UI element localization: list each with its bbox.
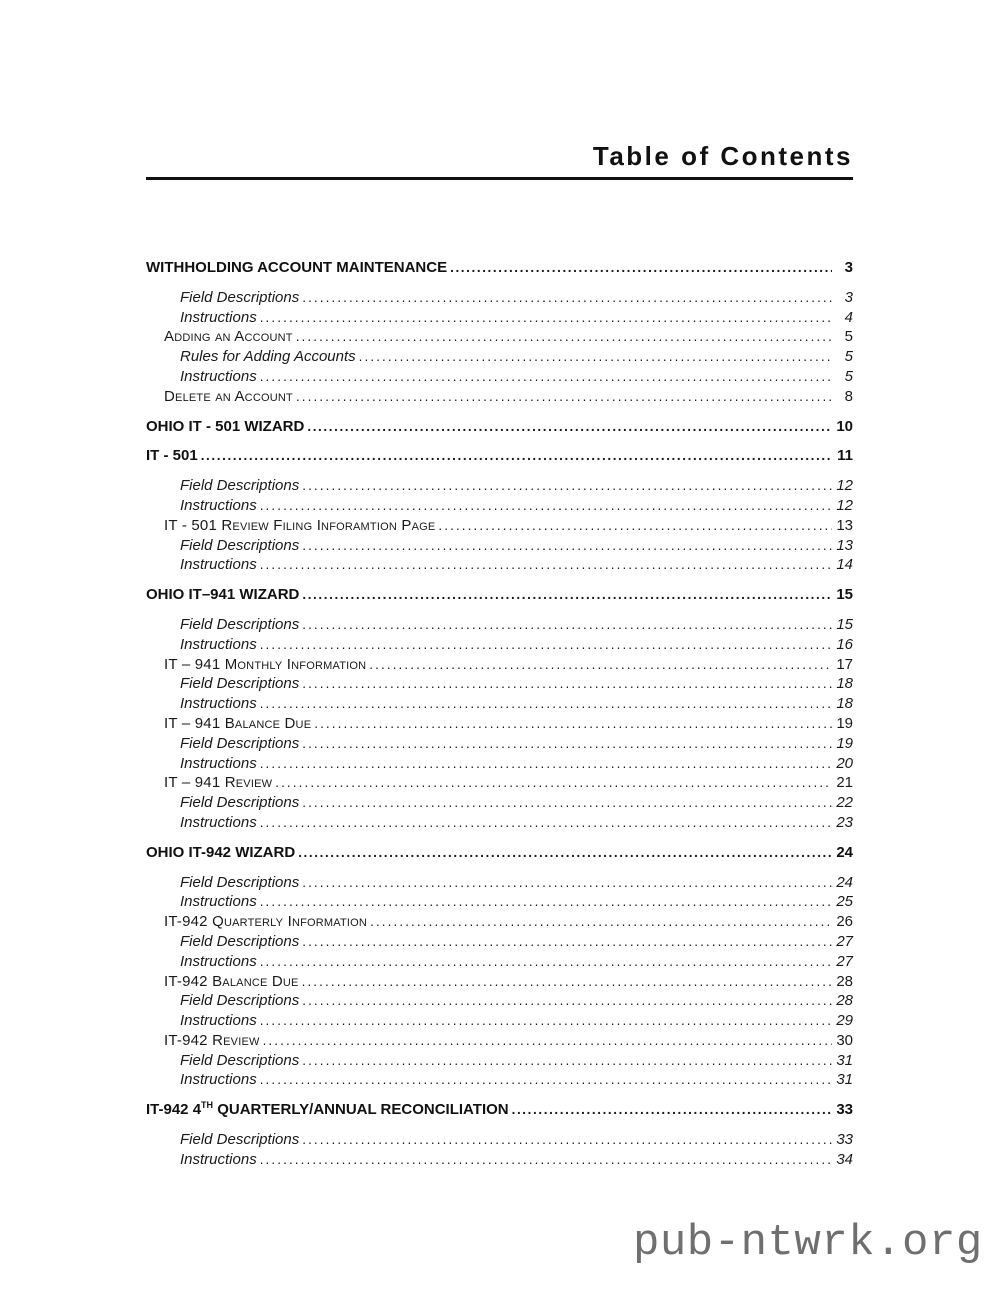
toc-entry-page: 11 [837, 447, 853, 465]
toc-entry[interactable] [146, 615, 853, 635]
toc-entry-label: Field Descriptions [180, 794, 300, 812]
dot-leader [359, 347, 832, 367]
dot-leader [302, 1130, 832, 1150]
toc-entry-page: 13 [836, 516, 853, 534]
toc-entry-page: 3 [844, 259, 853, 276]
dot-leader [302, 476, 832, 496]
toc-entry-label: Instructions [180, 1012, 257, 1030]
dot-leader [438, 516, 832, 536]
toc-entry-label: OHIO IT-942 WIZARD [146, 843, 296, 861]
toc-entry-label: Instructions [180, 1071, 257, 1089]
dot-leader [302, 585, 832, 605]
toc-entry-label: IT-942 Review [164, 1031, 260, 1049]
dot-leader [314, 714, 832, 734]
dot-leader [260, 1070, 832, 1090]
toc-entry-page: 13 [836, 536, 853, 554]
toc-entry[interactable] [146, 555, 853, 575]
toc-entry-page: 17 [836, 655, 853, 673]
toc-entry[interactable] [146, 1100, 853, 1120]
toc-entry-page: 3 [844, 288, 853, 306]
toc-entry[interactable] [146, 873, 853, 893]
toc-entry[interactable] [146, 258, 853, 278]
toc-entry-label: IT – 941 Balance Due [164, 714, 312, 732]
toc-entry-page: 8 [844, 387, 853, 405]
dot-leader [302, 793, 832, 813]
toc-entry[interactable] [146, 734, 853, 754]
toc-entry-label: Instructions [180, 1150, 257, 1168]
dot-leader [370, 912, 832, 932]
toc-entry[interactable] [146, 635, 853, 655]
toc-entry-label: Instructions [180, 754, 257, 772]
dot-leader [260, 1011, 832, 1031]
toc-entry-label: IT – 941 Monthly Information [164, 655, 367, 673]
toc-entry-label: Field Descriptions [180, 1051, 300, 1069]
toc-entry[interactable] [146, 1051, 853, 1071]
toc-entry-label: Instructions [180, 893, 257, 911]
dot-leader [260, 694, 832, 714]
toc-entry-page: 31 [836, 1051, 853, 1069]
toc-entry-label: IT-942 Quarterly Information [164, 913, 368, 931]
dot-leader [260, 754, 832, 774]
toc-entry[interactable] [146, 1150, 853, 1170]
toc-entry[interactable] [146, 387, 853, 407]
toc-entry-page: 20 [836, 754, 853, 772]
toc-entry-label: Delete an Account [164, 387, 293, 405]
toc-entry-label: Rules for Adding Accounts [180, 348, 356, 366]
toc-entry-page: 18 [836, 695, 853, 713]
toc-entry-page: 30 [836, 1031, 853, 1049]
toc-entry-page: 21 [836, 774, 853, 792]
dot-leader [296, 387, 832, 407]
toc-entry-label: Field Descriptions [180, 288, 300, 306]
toc-entry-label: Instructions [180, 813, 257, 831]
toc-entry[interactable] [146, 714, 853, 734]
toc-entry-label: Instructions [180, 635, 257, 653]
dot-leader [263, 1031, 832, 1051]
page-header [146, 143, 853, 180]
toc-entry-label: OHIO IT - 501 WIZARD [146, 417, 305, 435]
toc-entry-page: 34 [836, 1150, 853, 1168]
toc-entry-page: 29 [836, 1012, 853, 1030]
dot-leader [450, 258, 832, 278]
toc-entry-label: IT – 941 Review [164, 774, 273, 792]
toc-entry[interactable] [146, 892, 853, 912]
toc-entry-page: 5 [844, 367, 853, 385]
dot-leader [260, 892, 832, 912]
toc-entry-page: 5 [844, 328, 853, 346]
dot-leader [302, 1051, 832, 1071]
toc-entry[interactable] [146, 655, 853, 675]
toc-entry-label: Field Descriptions [180, 477, 300, 495]
dot-leader [201, 446, 832, 466]
toc-entry-page: 14 [836, 556, 853, 574]
toc-entry-label: Field Descriptions [180, 615, 300, 633]
toc-entry-page: 22 [836, 794, 853, 812]
toc-entry-label: IT - 501 Review Filing Inforamtion Page [164, 516, 436, 534]
toc-entry-label: Instructions [180, 556, 257, 574]
dot-leader [302, 932, 832, 952]
toc-entry[interactable] [146, 288, 853, 308]
toc-entry-page: 25 [836, 893, 853, 911]
dot-leader [302, 615, 832, 635]
dot-leader [307, 417, 832, 437]
toc-entry-label: Instructions [180, 496, 257, 514]
toc-entry[interactable] [146, 308, 853, 328]
toc-entry[interactable] [146, 991, 853, 1011]
page-title: Table of Contents [592, 141, 853, 171]
toc-entry-page: 4 [844, 308, 853, 326]
toc-entry-page: 5 [844, 348, 853, 366]
toc-entry[interactable] [146, 932, 853, 952]
toc-entry-page: 19 [836, 714, 853, 732]
toc-entry-label: Field Descriptions [180, 734, 300, 752]
toc-entry[interactable] [146, 585, 853, 605]
toc-entry[interactable] [146, 972, 853, 992]
toc-entry-label: IT-942 4TH QUARTERLY/ANNUAL RECONCILIATION [146, 1100, 509, 1119]
toc-entry-label: Field Descriptions [180, 992, 300, 1010]
toc-entry-page: 27 [836, 952, 853, 970]
toc-entry-label: OHIO IT–941 WIZARD [146, 586, 300, 604]
toc-entry-page: 28 [836, 972, 853, 990]
watermark: pub-ntwrk.org [633, 1218, 983, 1268]
toc-entry-page: 23 [836, 813, 853, 831]
toc-entry-page: 18 [836, 675, 853, 693]
toc-entry[interactable] [146, 793, 853, 813]
toc-entry-page: 33 [836, 1131, 853, 1149]
toc-entry-page: 31 [836, 1071, 853, 1089]
toc-entry[interactable] [146, 912, 853, 932]
toc-entry-label: Field Descriptions [180, 873, 300, 891]
dot-leader [302, 674, 832, 694]
toc-entry[interactable] [146, 952, 853, 972]
toc-entry-page: 16 [836, 635, 853, 653]
toc-entry-label: Adding an Account [164, 328, 293, 346]
toc-entry[interactable] [146, 813, 853, 833]
dot-leader [260, 952, 832, 972]
dot-leader [296, 327, 832, 347]
toc-entry-label: Instructions [180, 308, 257, 326]
toc-entry-page: 15 [836, 586, 853, 604]
toc-entry-page: 24 [836, 873, 853, 891]
toc-entry[interactable] [146, 446, 853, 466]
toc-entry-page: 26 [836, 913, 853, 931]
dot-leader [260, 308, 832, 328]
toc-entry[interactable] [146, 674, 853, 694]
dot-leader [260, 813, 832, 833]
toc-entry-label: WITHHOLDING ACCOUNT MAINTENANCE [146, 259, 448, 276]
toc-entry[interactable] [146, 1011, 853, 1031]
dot-leader [302, 734, 832, 754]
toc-entry-label: Field Descriptions [180, 932, 300, 950]
dot-leader [302, 288, 832, 308]
toc-entry-label: Field Descriptions [180, 1131, 300, 1149]
toc-entry[interactable] [146, 1031, 853, 1051]
dot-leader [298, 843, 832, 863]
dot-leader [260, 635, 832, 655]
toc-entry-label: IT-942 Balance Due [164, 972, 299, 990]
toc-entry[interactable] [146, 347, 853, 367]
dot-leader [260, 367, 832, 387]
toc-entry[interactable] [146, 476, 853, 496]
toc-entry-page: 10 [836, 417, 853, 435]
toc-entry[interactable] [146, 417, 853, 437]
toc-entry[interactable] [146, 694, 853, 714]
toc-entry[interactable] [146, 754, 853, 774]
dot-leader [302, 536, 832, 556]
dot-leader [260, 1150, 832, 1170]
dot-leader [275, 773, 832, 793]
toc-entry-label: IT - 501 [146, 447, 198, 465]
toc-entry[interactable] [146, 843, 853, 863]
toc-entry-page: 12 [836, 496, 853, 514]
toc-entry-page: 24 [836, 843, 853, 861]
dot-leader [302, 873, 832, 893]
toc-entry-label: Instructions [180, 952, 257, 970]
toc-entry[interactable] [146, 536, 853, 556]
dot-leader [512, 1100, 832, 1120]
toc-entry-page: 33 [836, 1101, 853, 1119]
toc-entry[interactable] [146, 516, 853, 536]
toc-entry-label: Field Descriptions [180, 675, 300, 693]
toc-entry-page: 27 [836, 932, 853, 950]
toc-entry-page: 28 [836, 992, 853, 1010]
dot-leader [302, 972, 832, 992]
toc-entry[interactable] [146, 367, 853, 387]
dot-leader [260, 496, 832, 516]
toc-entry-page: 15 [836, 615, 853, 633]
toc-entry[interactable] [146, 327, 853, 347]
toc-entry-label: Instructions [180, 367, 257, 385]
dot-leader [260, 555, 832, 575]
toc-entry[interactable] [146, 1130, 853, 1150]
toc-entry[interactable] [146, 1070, 853, 1090]
toc-entry[interactable] [146, 773, 853, 793]
dot-leader [302, 991, 832, 1011]
table-of-contents [146, 248, 853, 1170]
toc-entry-label: Field Descriptions [180, 536, 300, 554]
toc-entry[interactable] [146, 496, 853, 516]
dot-leader [369, 655, 832, 675]
toc-entry-page: 19 [836, 734, 853, 752]
toc-entry-page: 12 [836, 477, 853, 495]
toc-entry-label: Instructions [180, 695, 257, 713]
